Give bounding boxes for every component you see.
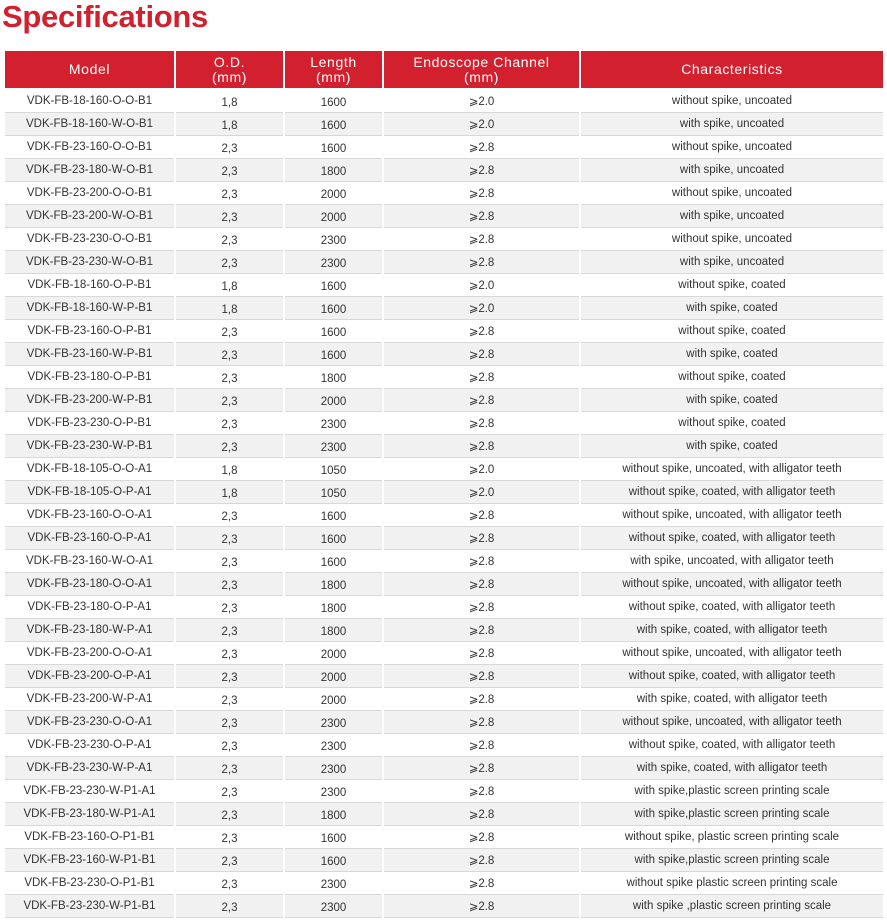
cell-characteristics: with spike ,plastic screen printing scale xyxy=(581,895,883,918)
cell-channel: ⩾2.8 xyxy=(384,803,579,826)
table-row xyxy=(5,872,883,895)
cell-characteristics: without spike, coated xyxy=(581,366,883,389)
cell-length: 1600 xyxy=(285,297,382,320)
column-header-channel-line2: (mm) xyxy=(463,68,500,85)
cell-length: 1600 xyxy=(285,849,382,872)
cell-model: VDK-FB-23-230-W-P-B1 xyxy=(5,435,174,458)
cell-characteristics: with spike, coated, with alligator teeth xyxy=(581,688,883,711)
table-row xyxy=(5,803,883,826)
cell-od: 2,3 xyxy=(176,849,283,872)
cell-od: 2,3 xyxy=(176,527,283,550)
cell-model: VDK-FB-18-160-W-O-B1 xyxy=(5,113,174,136)
column-header-channel-line1: Endoscope Channel xyxy=(413,53,550,70)
cell-model: VDK-FB-23-230-O-P1-B1 xyxy=(5,872,174,895)
cell-od: 2,3 xyxy=(176,366,283,389)
table-row xyxy=(5,343,883,366)
cell-characteristics: without spike plastic screen printing scale xyxy=(581,872,883,895)
table-row xyxy=(5,136,883,159)
cell-length: 2300 xyxy=(285,757,382,780)
cell-characteristics: without spike, coated xyxy=(581,274,883,297)
cell-channel: ⩾2.8 xyxy=(384,320,579,343)
cell-od: 2,3 xyxy=(176,182,283,205)
cell-length: 1800 xyxy=(285,803,382,826)
cell-channel: ⩾2.8 xyxy=(384,596,579,619)
cell-characteristics: without spike, coated xyxy=(581,412,883,435)
cell-characteristics: with spike, uncoated xyxy=(581,113,883,136)
cell-characteristics: with spike, uncoated xyxy=(581,205,883,228)
cell-channel: ⩾2.8 xyxy=(384,849,579,872)
cell-channel: ⩾2.0 xyxy=(384,274,579,297)
cell-length: 2000 xyxy=(285,688,382,711)
cell-length: 2300 xyxy=(285,228,382,251)
column-header-od xyxy=(176,51,283,90)
cell-od: 2,3 xyxy=(176,642,283,665)
cell-length: 1800 xyxy=(285,619,382,642)
cell-characteristics: without spike, uncoated xyxy=(581,228,883,251)
column-header-endoscope-channel xyxy=(384,51,579,90)
table-row xyxy=(5,251,883,274)
cell-characteristics: with spike,plastic screen printing scale xyxy=(581,780,883,803)
cell-od: 2,3 xyxy=(176,412,283,435)
cell-od: 2,3 xyxy=(176,596,283,619)
page-title: Specifications xyxy=(2,0,208,34)
cell-channel: ⩾2.8 xyxy=(384,182,579,205)
cell-characteristics: without spike, coated, with alligator teeth xyxy=(581,481,883,504)
cell-model: VDK-FB-18-160-O-P-B1 xyxy=(5,274,174,297)
cell-model: VDK-FB-23-180-O-P-B1 xyxy=(5,366,174,389)
cell-model: VDK-FB-23-160-W-P1-B1 xyxy=(5,849,174,872)
table-row xyxy=(5,895,883,918)
cell-model: VDK-FB-23-200-W-P-B1 xyxy=(5,389,174,412)
cell-length: 1600 xyxy=(285,90,382,113)
table-row xyxy=(5,159,883,182)
cell-model: VDK-FB-23-160-O-P-B1 xyxy=(5,320,174,343)
cell-length: 2300 xyxy=(285,734,382,757)
cell-model: VDK-FB-18-105-O-P-A1 xyxy=(5,481,174,504)
cell-model: VDK-FB-23-200-O-P-A1 xyxy=(5,665,174,688)
cell-od: 2,3 xyxy=(176,872,283,895)
cell-channel: ⩾2.8 xyxy=(384,619,579,642)
cell-model: VDK-FB-18-105-O-O-A1 xyxy=(5,458,174,481)
cell-characteristics: with spike, uncoated, with alligator teeth xyxy=(581,550,883,573)
cell-od: 2,3 xyxy=(176,228,283,251)
cell-od: 2,3 xyxy=(176,711,283,734)
cell-length: 2000 xyxy=(285,182,382,205)
cell-od: 2,3 xyxy=(176,780,283,803)
table-row xyxy=(5,619,883,642)
cell-model: VDK-FB-23-180-W-P1-A1 xyxy=(5,803,174,826)
cell-channel: ⩾2.8 xyxy=(384,136,579,159)
cell-channel: ⩾2.8 xyxy=(384,711,579,734)
cell-channel: ⩾2.8 xyxy=(384,504,579,527)
cell-length: 2300 xyxy=(285,251,382,274)
table-row xyxy=(5,596,883,619)
cell-characteristics: without spike, uncoated, with alligator teeth xyxy=(581,458,883,481)
cell-model: VDK-FB-23-200-O-O-A1 xyxy=(5,642,174,665)
cell-channel: ⩾2.8 xyxy=(384,412,579,435)
cell-length: 2000 xyxy=(285,665,382,688)
table-row xyxy=(5,527,883,550)
cell-channel: ⩾2.0 xyxy=(384,113,579,136)
cell-length: 1600 xyxy=(285,527,382,550)
cell-model: VDK-FB-23-160-O-P-A1 xyxy=(5,527,174,550)
cell-channel: ⩾2.8 xyxy=(384,895,579,918)
table-row xyxy=(5,228,883,251)
cell-od: 2,3 xyxy=(176,550,283,573)
cell-channel: ⩾2.8 xyxy=(384,872,579,895)
column-header-length-line1: Length xyxy=(310,53,357,70)
table-row xyxy=(5,734,883,757)
cell-characteristics: with spike, uncoated xyxy=(581,159,883,182)
cell-model: VDK-FB-23-230-W-P1-B1 xyxy=(5,895,174,918)
cell-characteristics: without spike, coated, with alligator teeth xyxy=(581,665,883,688)
cell-channel: ⩾2.8 xyxy=(384,251,579,274)
cell-od: 2,3 xyxy=(176,573,283,596)
cell-characteristics: with spike, coated xyxy=(581,435,883,458)
column-header-model xyxy=(5,51,174,90)
cell-length: 1600 xyxy=(285,113,382,136)
cell-characteristics: with spike, coated xyxy=(581,343,883,366)
specifications-table xyxy=(3,51,885,918)
cell-channel: ⩾2.8 xyxy=(384,435,579,458)
table-row xyxy=(5,366,883,389)
cell-length: 2000 xyxy=(285,389,382,412)
cell-characteristics: with spike,plastic screen printing scale xyxy=(581,803,883,826)
cell-length: 2300 xyxy=(285,435,382,458)
cell-characteristics: without spike, uncoated, with alligator teeth xyxy=(581,504,883,527)
cell-characteristics: with spike, coated, with alligator teeth xyxy=(581,619,883,642)
cell-length: 1600 xyxy=(285,136,382,159)
cell-characteristics: without spike, uncoated xyxy=(581,136,883,159)
cell-characteristics: with spike,plastic screen printing scale xyxy=(581,849,883,872)
table-header-row xyxy=(5,51,883,90)
cell-channel: ⩾2.8 xyxy=(384,343,579,366)
cell-model: VDK-FB-23-230-W-P-A1 xyxy=(5,757,174,780)
cell-length: 1800 xyxy=(285,159,382,182)
cell-od: 1,8 xyxy=(176,90,283,113)
cell-od: 2,3 xyxy=(176,435,283,458)
cell-characteristics: without spike, uncoated xyxy=(581,90,883,113)
cell-characteristics: with spike, coated xyxy=(581,389,883,412)
cell-length: 1800 xyxy=(285,366,382,389)
cell-length: 2300 xyxy=(285,711,382,734)
cell-characteristics: without spike, uncoated, with alligator teeth xyxy=(581,573,883,596)
cell-characteristics: with spike, uncoated xyxy=(581,251,883,274)
cell-channel: ⩾2.8 xyxy=(384,205,579,228)
cell-characteristics: without spike, coated, with alligator teeth xyxy=(581,734,883,757)
cell-od: 2,3 xyxy=(176,251,283,274)
column-header-model-label: Model xyxy=(68,61,111,77)
cell-channel: ⩾2.8 xyxy=(384,573,579,596)
cell-channel: ⩾2.8 xyxy=(384,389,579,412)
table-row xyxy=(5,389,883,412)
cell-channel: ⩾2.8 xyxy=(384,642,579,665)
cell-channel: ⩾2.8 xyxy=(384,366,579,389)
table-row xyxy=(5,274,883,297)
cell-model: VDK-FB-23-160-O-O-A1 xyxy=(5,504,174,527)
cell-channel: ⩾2.0 xyxy=(384,297,579,320)
table-row xyxy=(5,757,883,780)
cell-length: 2300 xyxy=(285,412,382,435)
cell-characteristics: without spike, uncoated xyxy=(581,182,883,205)
cell-length: 1600 xyxy=(285,826,382,849)
cell-model: VDK-FB-23-230-O-P-B1 xyxy=(5,412,174,435)
cell-characteristics: without spike, uncoated, with alligator teeth xyxy=(581,711,883,734)
table-row xyxy=(5,481,883,504)
cell-model: VDK-FB-18-160-O-O-B1 xyxy=(5,90,174,113)
cell-length: 2000 xyxy=(285,642,382,665)
cell-channel: ⩾2.0 xyxy=(384,481,579,504)
cell-length: 1600 xyxy=(285,550,382,573)
cell-channel: ⩾2.8 xyxy=(384,780,579,803)
cell-model: VDK-FB-23-180-O-P-A1 xyxy=(5,596,174,619)
cell-channel: ⩾2.8 xyxy=(384,228,579,251)
cell-model: VDK-FB-23-200-W-P-A1 xyxy=(5,688,174,711)
cell-model: VDK-FB-23-180-W-P-A1 xyxy=(5,619,174,642)
cell-od: 1,8 xyxy=(176,274,283,297)
cell-channel: ⩾2.0 xyxy=(384,458,579,481)
cell-od: 1,8 xyxy=(176,113,283,136)
column-header-characteristics xyxy=(581,51,883,90)
cell-characteristics: without spike, uncoated, with alligator teeth xyxy=(581,642,883,665)
cell-length: 2300 xyxy=(285,872,382,895)
cell-characteristics: without spike, coated xyxy=(581,320,883,343)
cell-channel: ⩾2.0 xyxy=(384,90,579,113)
cell-model: VDK-FB-23-160-O-P1-B1 xyxy=(5,826,174,849)
cell-length: 1050 xyxy=(285,481,382,504)
cell-model: VDK-FB-23-230-W-P1-A1 xyxy=(5,780,174,803)
table-body xyxy=(5,90,883,918)
cell-channel: ⩾2.8 xyxy=(384,734,579,757)
table-row xyxy=(5,205,883,228)
table-row xyxy=(5,826,883,849)
cell-od: 1,8 xyxy=(176,458,283,481)
cell-length: 2300 xyxy=(285,780,382,803)
cell-channel: ⩾2.8 xyxy=(384,826,579,849)
cell-model: VDK-FB-23-230-O-O-B1 xyxy=(5,228,174,251)
cell-characteristics: with spike, coated, with alligator teeth xyxy=(581,757,883,780)
cell-model: VDK-FB-23-160-O-O-B1 xyxy=(5,136,174,159)
cell-characteristics: without spike, coated, with alligator teeth xyxy=(581,527,883,550)
column-header-length xyxy=(285,51,382,90)
column-header-od-line1: O.D. xyxy=(213,53,246,70)
cell-model: VDK-FB-23-200-W-O-B1 xyxy=(5,205,174,228)
cell-od: 2,3 xyxy=(176,688,283,711)
table-row xyxy=(5,573,883,596)
column-header-od-line2: (mm) xyxy=(211,68,248,85)
cell-channel: ⩾2.8 xyxy=(384,665,579,688)
cell-channel: ⩾2.8 xyxy=(384,159,579,182)
cell-length: 1800 xyxy=(285,596,382,619)
cell-characteristics: with spike, coated xyxy=(581,297,883,320)
cell-od: 1,8 xyxy=(176,481,283,504)
table-row xyxy=(5,320,883,343)
cell-model: VDK-FB-23-230-W-O-B1 xyxy=(5,251,174,274)
cell-od: 2,3 xyxy=(176,136,283,159)
table-row xyxy=(5,780,883,803)
table-row xyxy=(5,642,883,665)
cell-channel: ⩾2.8 xyxy=(384,527,579,550)
cell-od: 2,3 xyxy=(176,803,283,826)
table-row xyxy=(5,458,883,481)
table-row xyxy=(5,435,883,458)
cell-od: 2,3 xyxy=(176,205,283,228)
cell-od: 2,3 xyxy=(176,619,283,642)
cell-model: VDK-FB-23-160-W-P-B1 xyxy=(5,343,174,366)
table-row xyxy=(5,711,883,734)
column-header-length-line2: (mm) xyxy=(315,68,352,85)
cell-od: 2,3 xyxy=(176,159,283,182)
cell-channel: ⩾2.8 xyxy=(384,757,579,780)
cell-length: 1600 xyxy=(285,320,382,343)
cell-length: 2300 xyxy=(285,895,382,918)
cell-od: 2,3 xyxy=(176,320,283,343)
cell-model: VDK-FB-23-230-O-P-A1 xyxy=(5,734,174,757)
table-row xyxy=(5,297,883,320)
table-row xyxy=(5,849,883,872)
cell-od: 2,3 xyxy=(176,826,283,849)
cell-model: VDK-FB-23-200-O-O-B1 xyxy=(5,182,174,205)
cell-length: 1050 xyxy=(285,458,382,481)
cell-characteristics: without spike, coated, with alligator teeth xyxy=(581,596,883,619)
cell-od: 2,3 xyxy=(176,895,283,918)
cell-od: 2,3 xyxy=(176,757,283,780)
cell-od: 2,3 xyxy=(176,343,283,366)
table-row xyxy=(5,550,883,573)
table-row xyxy=(5,504,883,527)
table-row xyxy=(5,688,883,711)
cell-od: 2,3 xyxy=(176,734,283,757)
table-row xyxy=(5,113,883,136)
table-row xyxy=(5,90,883,113)
cell-length: 2000 xyxy=(285,205,382,228)
table-row xyxy=(5,182,883,205)
cell-channel: ⩾2.8 xyxy=(384,688,579,711)
cell-model: VDK-FB-18-160-W-P-B1 xyxy=(5,297,174,320)
cell-model: VDK-FB-23-160-W-O-A1 xyxy=(5,550,174,573)
cell-model: VDK-FB-23-180-W-O-B1 xyxy=(5,159,174,182)
cell-length: 1600 xyxy=(285,274,382,297)
cell-length: 1600 xyxy=(285,343,382,366)
cell-od: 2,3 xyxy=(176,665,283,688)
cell-od: 2,3 xyxy=(176,504,283,527)
table-row xyxy=(5,412,883,435)
cell-channel: ⩾2.8 xyxy=(384,550,579,573)
column-header-characteristics-label: Characteristics xyxy=(681,61,783,77)
cell-characteristics: without spike, plastic screen printing scale xyxy=(581,826,883,849)
cell-length: 1800 xyxy=(285,573,382,596)
cell-length: 1600 xyxy=(285,504,382,527)
cell-model: VDK-FB-23-230-O-O-A1 xyxy=(5,711,174,734)
cell-od: 2,3 xyxy=(176,389,283,412)
cell-model: VDK-FB-23-180-O-O-A1 xyxy=(5,573,174,596)
table-row xyxy=(5,665,883,688)
cell-od: 1,8 xyxy=(176,297,283,320)
